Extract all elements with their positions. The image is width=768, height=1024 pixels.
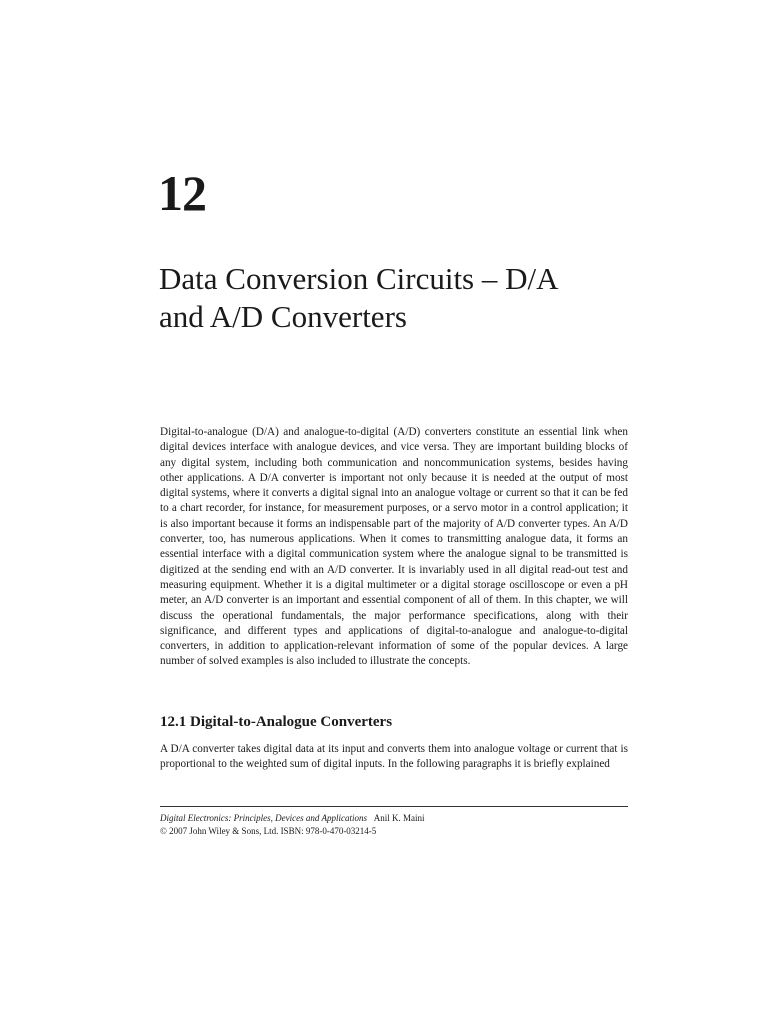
intro-paragraph: Digital-to-analogue (D/A) and analogue-to-digital (A/D) converters constitute an essential link when digital devices interface with analogue devices, and vice versa. They are important building blocks of any digital system, including both communication and noncommunication systems, besides having other applications. A D/A converter is important not only because it is needed at the output of most digital systems, where it converts a digital signal into an analogue voltage or current so that it can be fed to a chart recorder, for instance, for measurement purposes, or a servo motor in a control application; it is also important because it forms an indispensable part of the majority of A/D converter types. An A/D converter, too, has numerous applications. When it comes to transmitting analogue data, it forms an essential interface with a digital communication system where the analogue signal to be transmitted is digitized at the sending end with an A/D converter. It is invariably used in all digital read-out test and measuring equipment. Whether it is a digital multimeter or a digital storage oscilloscope or even a pH meter, an A/D converter is an important and essential component of all of them. In this chapter, we will discuss the operational fundamentals, the major performance specifications, along with their significance, and different types and applications of digital-to-analogue and analogue-to-digital converters, in addition to application-relevant information of some of the popular devices. A large number of solved examples is also included to illustrate the concepts. xyxy=(160,426,628,668)
footer-citation-line xyxy=(160,812,628,825)
footer-copyright: © 2007 John Wiley & Sons, Ltd. ISBN: 978-0-470-03214-5 xyxy=(160,826,377,836)
footer-divider xyxy=(160,806,628,807)
section-body-paragraph: A D/A converter takes digital data at its input and converts them into analogue voltage or current that is proportional to the weighted sum of digital inputs. In the following paragraphs it is briefly explained xyxy=(160,743,628,771)
footer-book-title: Digital Electronics: Principles, Devices and Applications xyxy=(160,813,367,823)
chapter-title-line-2: and A/D Converters xyxy=(159,299,407,334)
chapter-number: 12 xyxy=(158,165,206,221)
footer-author: Anil K. Maini xyxy=(373,813,425,823)
chapter-title-line-1: Data Conversion Circuits – D/A xyxy=(159,261,559,296)
section-heading: 12.1 Digital-to-Analogue Converters xyxy=(160,714,393,730)
page-footer xyxy=(160,812,628,838)
chapter-title xyxy=(159,260,629,336)
